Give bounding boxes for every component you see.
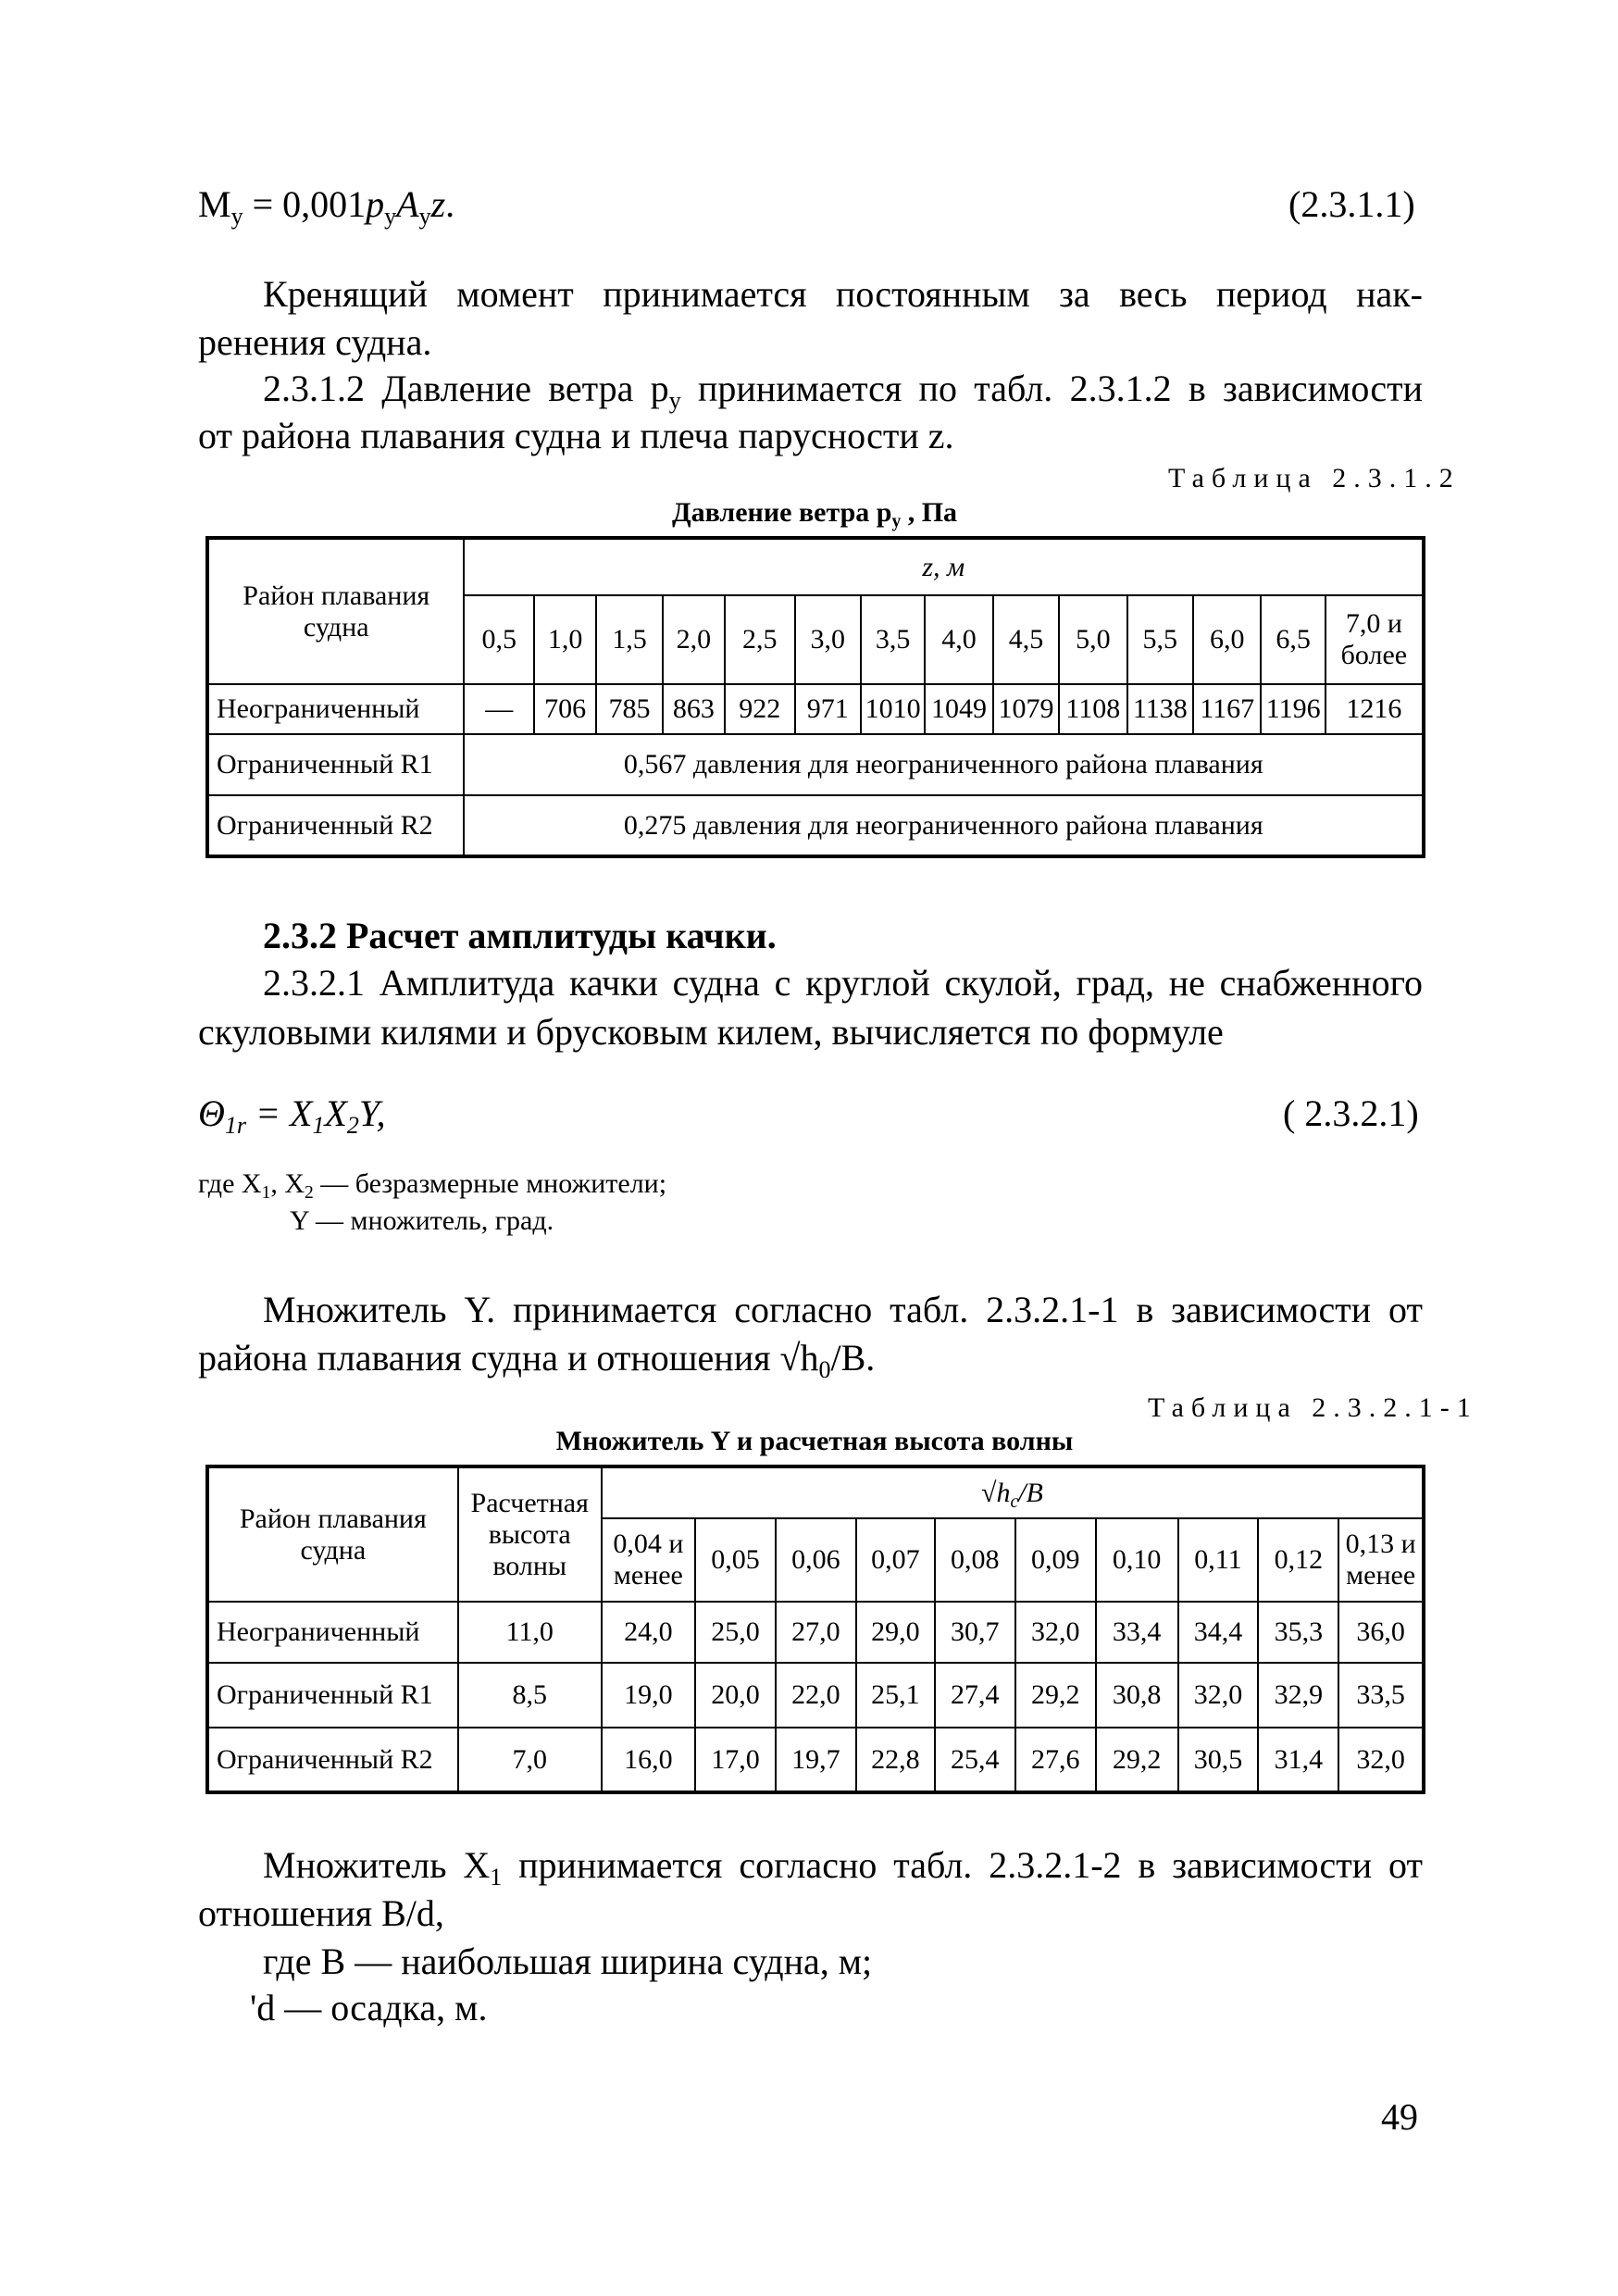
table-2-ratio-value: 0,09 — [1015, 1518, 1096, 1602]
table-2-y-value: 32,9 — [1258, 1663, 1338, 1728]
table-1-pressure-value: 922 — [725, 684, 794, 734]
table-2-y-value: 30,7 — [935, 1602, 1015, 1663]
table-2-ratio-value: 0,13 и менее — [1338, 1518, 1424, 1602]
table-1-z-value: 0,5 — [464, 595, 533, 684]
formula-2-3-2-1: $\Theta_{1r} = X_1X_2Y$, — [198, 1092, 386, 1139]
table-1-region-name: Ограниченный R1 — [207, 734, 464, 795]
table-2-y-value: 27,4 — [935, 1663, 1015, 1728]
table-2-ratio-value: 0,11 — [1178, 1518, 1259, 1602]
table-1-pressure-value: 1216 — [1326, 684, 1424, 734]
wind-pressure-table — [205, 536, 1425, 858]
definition-b: где B — наибольшая ширина судна, м; — [263, 1940, 873, 1982]
table-2-y-value: 34,4 — [1178, 1602, 1259, 1663]
table-2-y-value: 29,0 — [856, 1602, 935, 1663]
section-title-2-3-2: 2.3.2 Расчет амплитуды качки. — [263, 915, 777, 956]
table-1-z-value: 7,0 и более — [1326, 595, 1424, 684]
formula-number-2-3-2-1: ( 2.3.2.1) — [1283, 1092, 1419, 1134]
table-1-pressure-value: 1108 — [1059, 684, 1126, 734]
table-2-wave-header: Расчетная высота волны — [458, 1466, 602, 1602]
paragraph-heeling-moment-line1: Кренящий момент принимается постоянным за весь период нак- — [263, 273, 1423, 315]
table-1-z-value: 5,5 — [1127, 595, 1193, 684]
table-2-y-value: 25,0 — [695, 1602, 776, 1663]
table-2-y-value: 32,0 — [1338, 1728, 1424, 1792]
table-1-z-value: 2,0 — [663, 595, 725, 684]
paragraph-heeling-moment-line2: ренения судна. — [198, 321, 432, 363]
table-1-region-name: Неограниченный — [207, 684, 464, 734]
table-2-y-value: 16,0 — [602, 1728, 695, 1792]
table-2-label: Таблица 2.3.2.1-1 — [1148, 1392, 1478, 1423]
table-1-z-value: 5,0 — [1059, 595, 1126, 684]
table-2-y-value: 24,0 — [602, 1602, 695, 1663]
table-2-y-value: 32,0 — [1015, 1602, 1096, 1663]
table-1-z-value: 6,5 — [1261, 595, 1325, 684]
table-2-y-value: 27,0 — [776, 1602, 856, 1663]
table-2-y-value: 32,0 — [1178, 1663, 1259, 1728]
table-2-y-value: 29,2 — [1015, 1663, 1096, 1728]
table-1-pressure-value: 706 — [534, 684, 596, 734]
page-number: 49 — [1381, 2096, 1418, 2138]
table-1-z-value: 1,0 — [534, 595, 596, 684]
table-1-label: Таблица 2.3.1.2 — [1168, 463, 1461, 493]
table-2-wave-height: 11,0 — [458, 1602, 602, 1663]
definition-d: 'd — осадка, м. — [250, 1987, 488, 2028]
table-1-z-value: 4,0 — [925, 595, 992, 684]
table-1-pressure-value: 1079 — [993, 684, 1059, 734]
table-1-pressure-value: — — [464, 684, 533, 734]
table-1-z-value: 4,5 — [993, 595, 1059, 684]
table-1-z-value: 6,0 — [1193, 595, 1261, 684]
table-2-ratio-value: 0,12 — [1258, 1518, 1338, 1602]
table-2-caption: Множитель Y и расчетная высота волны — [555, 1426, 1074, 1456]
table-1-pressure-value: 1196 — [1261, 684, 1325, 734]
table-1-pressure-value: 1049 — [925, 684, 992, 734]
paragraph-multiplier-x1-line1: Множитель $X_1$ принимается согласно табл. 2.3.2.1-2 в зависимости от — [263, 1844, 1424, 1890]
table-2-y-value: 19,7 — [776, 1728, 856, 1792]
table-2-region-header: Район плавания судна — [207, 1466, 458, 1602]
table-2-y-value: 22,8 — [856, 1728, 935, 1792]
paragraph-multiplier-y-line1: Множитель Y. принимается согласно табл. 2.3.2.1-1 в зависимости от — [263, 1289, 1423, 1330]
table-1-ratio-note: 0,275 давления для неограниченного района плавания — [464, 795, 1424, 856]
table-2-region-name: Ограниченный R1 — [207, 1663, 458, 1728]
table-1-region-name: Ограниченный R2 — [207, 795, 464, 856]
table-2-ratio-value: 0,06 — [776, 1518, 856, 1602]
table-1-pressure-value: 1138 — [1127, 684, 1193, 734]
paragraph-multiplier-y-line2: района плавания судна и отношения $√h_0/B$. — [198, 1337, 876, 1383]
table-1-region-header: Район плавания судна — [207, 538, 464, 684]
table-1-z-value: 2,5 — [725, 595, 794, 684]
table-2-y-value: 33,4 — [1096, 1602, 1178, 1663]
table-2-region-name: Неограниченный — [207, 1602, 458, 1663]
table-2-y-value: 33,5 — [1338, 1663, 1424, 1728]
paragraph-2-3-1-2-line2: от района плавания судна и плеча парусности z. — [198, 415, 954, 456]
paragraph-2-3-2-1-line1: 2.3.2.1 Амплитуда качки судна с круглой скулой, град, не снабженного — [263, 962, 1423, 1004]
table-2-ratio-header: $√h_c/B$ — [602, 1466, 1424, 1518]
table-1-z-value: 1,5 — [596, 595, 662, 684]
formula-number-2-3-1-1: (2.3.1.1) — [1288, 183, 1415, 225]
table-2-wave-height: 7,0 — [458, 1728, 602, 1792]
table-2-y-value: 30,5 — [1178, 1728, 1259, 1792]
paragraph-multiplier-x1-line2: отношения B/d, — [198, 1892, 444, 1934]
table-2-y-value: 19,0 — [602, 1663, 695, 1728]
table-1-pressure-value: 1167 — [1193, 684, 1261, 734]
paragraph-2-3-2-1-line2: скуловыми килями и брусковым килем, вычисляется по формуле — [198, 1011, 1224, 1053]
table-1-pressure-value: 863 — [663, 684, 725, 734]
table-2-y-value: 25,1 — [856, 1663, 935, 1728]
table-2-ratio-value: 0,07 — [856, 1518, 935, 1602]
table-2-y-value: 29,2 — [1096, 1728, 1178, 1792]
table-2-y-value: 30,8 — [1096, 1663, 1178, 1728]
table-2-y-value: 35,3 — [1258, 1602, 1338, 1663]
table-2-y-value: 27,6 — [1015, 1728, 1096, 1792]
paragraph-2-3-1-2-line1: 2.3.1.2 Давление ветра $p_y$ принимается по табл. 2.3.1.2 в зависимости — [263, 368, 1423, 414]
table-2-y-value: 20,0 — [695, 1663, 776, 1728]
table-1-pressure-value: 971 — [795, 684, 861, 734]
table-2-ratio-value: 0,10 — [1096, 1518, 1178, 1602]
table-1-z-value: 3,5 — [861, 595, 925, 684]
table-2-y-value: 17,0 — [695, 1728, 776, 1792]
formula-2-3-1-1: $M_y = 0,001p_yA_yz$. — [198, 183, 455, 230]
table-2-ratio-value: 0,04 и менее — [602, 1518, 695, 1602]
table-1-ratio-note: 0,567 давления для неограниченного района плавания — [464, 734, 1424, 795]
table-2-y-value: 36,0 — [1338, 1602, 1424, 1663]
table-2-wave-height: 8,5 — [458, 1663, 602, 1728]
table-2-y-value: 22,0 — [776, 1663, 856, 1728]
table-2-region-name: Ограниченный R2 — [207, 1728, 458, 1792]
table-1-z-value: 3,0 — [795, 595, 861, 684]
table-1-pressure-value: 1010 — [861, 684, 925, 734]
table-1-pressure-value: 785 — [596, 684, 662, 734]
table-1-caption: Давление ветра $p_y$ , Па — [671, 497, 958, 531]
where-y: Y — множитель, град. — [290, 1205, 554, 1236]
multiplier-y-table — [205, 1465, 1425, 1794]
table-2-y-value: 25,4 — [935, 1728, 1015, 1792]
where-x1-x2: где $X_1$, $X_2$ — безразмерные множители; — [198, 1168, 667, 1203]
table-2-y-value: 31,4 — [1258, 1728, 1338, 1792]
table-1-z-header: z, м — [464, 538, 1424, 595]
table-2-ratio-value: 0,05 — [695, 1518, 776, 1602]
table-2-ratio-value: 0,08 — [935, 1518, 1015, 1602]
